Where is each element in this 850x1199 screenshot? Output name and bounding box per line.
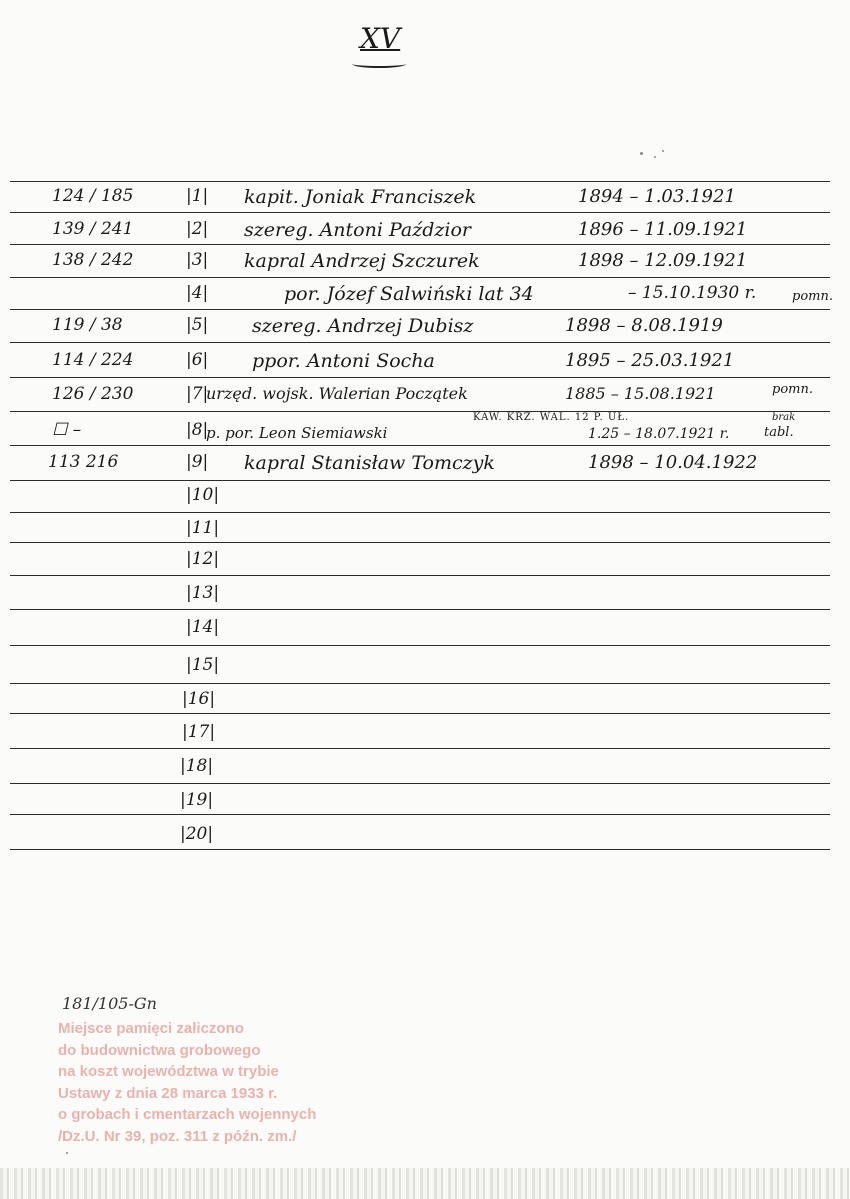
entry-row bbox=[0, 756, 850, 790]
stamp-line: Ustawy z dnia 28 marca 1933 r. bbox=[58, 1084, 278, 1102]
entry-dates: 1898 – 8.08.1919 bbox=[565, 315, 723, 336]
entry-note: tabl. bbox=[764, 425, 794, 440]
entry-row bbox=[0, 824, 850, 858]
entry-note-small: brak bbox=[772, 412, 796, 423]
entry-name: kapit. Joniak Franciszek bbox=[244, 186, 477, 208]
entry-row bbox=[0, 689, 850, 723]
red-stamp bbox=[58, 1018, 318, 1147]
entry-number: |9| bbox=[186, 452, 209, 472]
stamp-line: do budownictwa grobowego bbox=[58, 1041, 261, 1059]
entry-dates: 1895 – 25.03.1921 bbox=[565, 350, 735, 371]
entry-ref: ☐ – bbox=[52, 420, 82, 440]
entry-number: |18| bbox=[180, 756, 214, 776]
entry-row bbox=[0, 583, 850, 617]
entry-number: |16| bbox=[182, 689, 216, 709]
entry-number: |6| bbox=[186, 350, 209, 370]
entry-number: |20| bbox=[180, 824, 214, 844]
pencil-note: 181/105-Gn bbox=[62, 994, 157, 1013]
entry-note-over: KAW. KRZ. WAL. 12 P. UŁ. bbox=[473, 412, 630, 423]
entry-row bbox=[0, 283, 850, 317]
entry-row bbox=[0, 186, 850, 220]
entry-number: |8| bbox=[186, 420, 209, 440]
entry-row bbox=[0, 219, 850, 253]
scan-speck bbox=[640, 152, 643, 155]
entry-ref: 139 / 241 bbox=[52, 219, 134, 239]
entry-row bbox=[0, 452, 850, 486]
entry-number: |3| bbox=[186, 250, 209, 270]
entry-number: |4| bbox=[186, 283, 209, 303]
entry-name: por. Józef Salwiński lat 34 bbox=[284, 283, 534, 305]
entry-name: szereg. Antoni Paździor bbox=[244, 219, 471, 241]
entry-note: pomn. bbox=[792, 289, 833, 304]
entry-dates: 1898 – 10.04.1922 bbox=[588, 452, 758, 473]
entry-ref: 113 216 bbox=[48, 452, 119, 472]
stamp-line: /Dz.U. Nr 39, poz. 311 z późn. zm./ bbox=[58, 1127, 297, 1145]
entry-number: |7| bbox=[186, 384, 209, 404]
entry-number: |15| bbox=[186, 655, 220, 675]
entry-number: |2| bbox=[186, 219, 209, 239]
entry-row bbox=[0, 617, 850, 651]
scan-edge-noise bbox=[0, 1168, 850, 1199]
entry-number: |17| bbox=[182, 722, 216, 742]
scan-speck bbox=[66, 1152, 68, 1154]
entry-row bbox=[0, 384, 850, 418]
stamp-line: na koszt województwa w trybie bbox=[58, 1063, 279, 1080]
entry-row bbox=[0, 412, 850, 454]
stamp-line: o grobach i cmentarzach wojennych bbox=[58, 1106, 317, 1123]
entry-row bbox=[0, 350, 850, 384]
entry-row bbox=[0, 790, 850, 824]
entry-ref: 138 / 242 bbox=[52, 250, 134, 270]
entry-number: |5| bbox=[186, 315, 209, 335]
entry-name: p. por. Leon Siemiawski bbox=[206, 424, 388, 442]
entry-number: |12| bbox=[186, 549, 220, 569]
entry-ref: 126 / 230 bbox=[52, 384, 134, 404]
entry-row bbox=[0, 655, 850, 689]
entry-row bbox=[0, 518, 850, 552]
entry-ref: 114 / 224 bbox=[52, 350, 134, 370]
entry-number: |11| bbox=[186, 518, 220, 538]
entry-dates: 1896 – 11.09.1921 bbox=[578, 219, 748, 240]
entry-dates: 1898 – 12.09.1921 bbox=[578, 250, 748, 271]
entry-row bbox=[0, 250, 850, 284]
scan-speck bbox=[662, 150, 664, 152]
entry-name: szereg. Andrzej Dubisz bbox=[252, 315, 474, 337]
entry-row bbox=[0, 549, 850, 583]
entry-number: |19| bbox=[180, 790, 214, 810]
entry-number: |1| bbox=[186, 186, 209, 206]
entry-number: |13| bbox=[186, 583, 220, 603]
entry-row bbox=[0, 315, 850, 349]
entry-number: |10| bbox=[186, 485, 220, 505]
entry-number: |14| bbox=[186, 617, 220, 637]
entry-row bbox=[0, 485, 850, 519]
entry-dates: 1885 – 15.08.1921 bbox=[565, 384, 716, 403]
scan-speck bbox=[654, 156, 656, 158]
entry-dates: 1.25 – 18.07.1921 r. bbox=[588, 426, 730, 442]
entry-dates: – 15.10.1930 r. bbox=[628, 283, 757, 303]
entry-row bbox=[0, 722, 850, 756]
entry-dates: 1894 – 1.03.1921 bbox=[578, 186, 736, 207]
entry-note: pomn. bbox=[772, 382, 813, 397]
roman-numeral-underline bbox=[352, 60, 406, 68]
stamp-line: Miejsce pamięci zaliczono bbox=[58, 1020, 244, 1037]
entry-name: kapral Stanisław Tomczyk bbox=[244, 452, 495, 474]
entry-ref: 119 / 38 bbox=[52, 315, 123, 335]
entry-name: kapral Andrzej Szczurek bbox=[244, 250, 480, 272]
entry-name: ppor. Antoni Socha bbox=[252, 350, 435, 372]
entry-ref: 124 / 185 bbox=[52, 186, 134, 206]
entry-name: urzęd. wojsk. Walerian Początek bbox=[206, 384, 468, 403]
page-roman-numeral: XV bbox=[360, 22, 401, 55]
ruled-line bbox=[10, 181, 830, 182]
